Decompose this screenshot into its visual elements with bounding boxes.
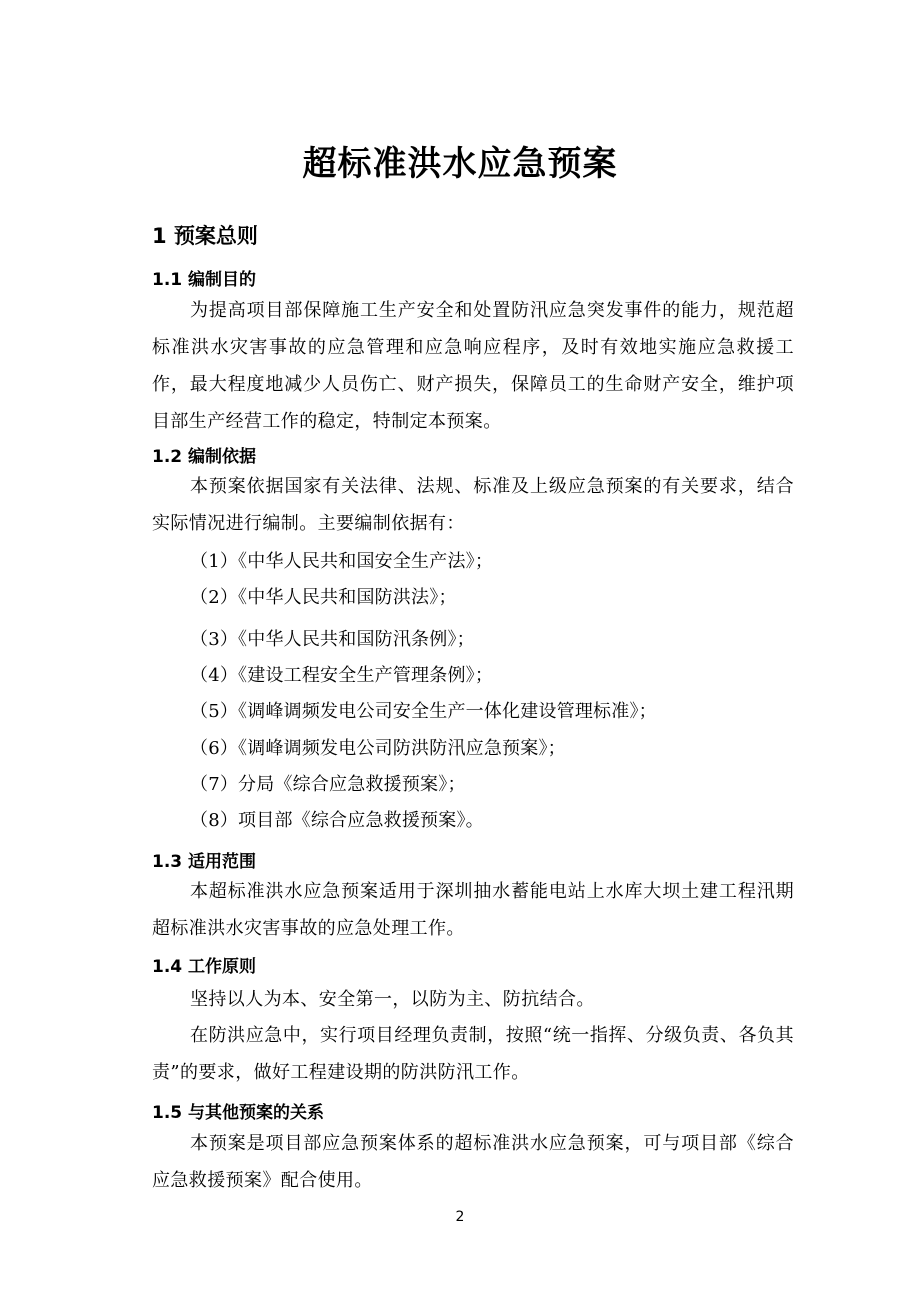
list-item: （4）《建设工程安全生产管理条例》； [190,665,494,686]
list-item: （7）分局《综合应急救援预案》； [190,774,466,795]
paragraph-basis: 本预案依据国家有关法律、法规、标准及上级应急预案的有关要求，结合实际情况进行编制。主要编制依据有： [152,476,794,534]
list-item: （5）《调峰调频发电公司安全生产一体化建设管理标准》； [190,701,657,722]
list-item: （2）《中华人民共和国防洪法》； [190,587,457,608]
section-heading-1: 1 预案总则 [152,224,258,248]
page-number: 2 [455,1209,465,1225]
paragraph-relations: 本预案是项目部应急预案体系的超标准洪水应急预案，可与项目部《综合应急救援预案》配合使用。 [152,1133,794,1191]
paragraph-principle-1: 坚持以人为本、安全第一，以防为主、防抗结合。 [190,989,595,1010]
list-item: （6）《调峰调频发电公司防洪防汛应急预案》； [190,738,566,759]
subsection-heading-1-5: 1.5 与其他预案的关系 [152,1103,325,1123]
subsection-heading-1-1: 1.1 编制目的 [152,270,257,290]
subsection-heading-1-2: 1.2 编制依据 [152,447,257,467]
document-title: 超标准洪水应急预案 [302,144,618,184]
subsection-heading-1-3: 1.3 适用范围 [152,852,257,872]
subsection-heading-1-4: 1.4 工作原则 [152,957,257,977]
paragraph-purpose: 为提高项目部保障施工生产安全和处置防汛应急突发事件的能力，规范超标准洪水灾害事故的应急管理和应急响应程序，及时有效地实施应急救援工作，最大程度地减少人员伤亡、财产损失，保障员工的生命财产安全，维护项目部生产经营工作的稳定，特制定本预案。 [152,300,794,432]
list-item: （1）《中华人民共和国安全生产法》； [190,551,494,572]
paragraph-scope: 本超标准洪水应急预案适用于深圳抽水蓄能电站上水库大坝土建工程汛期超标准洪水灾害事故的应急处理工作。 [152,881,794,939]
list-item: （8）项目部《综合应急救援预案》。 [190,810,484,831]
list-item: （3）《中华人民共和国防汛条例》； [190,629,475,650]
paragraph-principle-2: 在防洪应急中，实行项目经理负责制，按照“统一指挥、分级负责、各负其责”的要求，做好工程建设期的防洪防汛工作。 [152,1025,794,1083]
